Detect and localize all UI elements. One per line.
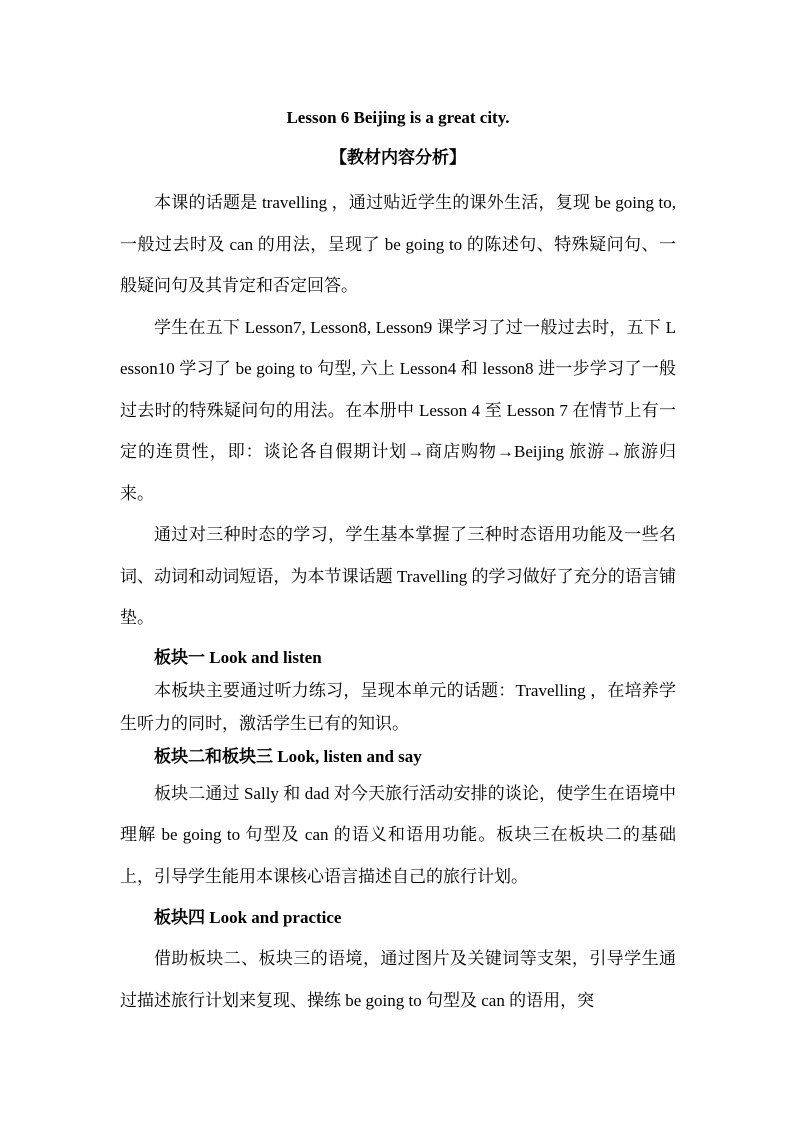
- paragraph-prior-learning: 学生在五下 Lesson7, Lesson8, Lesson9 课学习了过一般过去时，五下 Lesson10 学习了 be going to 句型, 六上 Lesson4 和 lesson8 进一步学习了一般过去时的特殊疑问句的用法。在本册中 Lesson 4 至 Lesson 7 在情节上有一定的连贯性，即：谈论各自假期计划→商店购物→Beijing 旅游→旅游归来。: [120, 317, 676, 503]
- paragraph-language-foundation: 通过对三种时态的学习，学生基本掌握了三种时态语用功能及一些名词、动词和动词短语，为本节课话题 Travelling 的学习做好了充分的语言铺垫。: [120, 525, 676, 627]
- section-heading-textbook-analysis: 【教材内容分析】: [330, 148, 466, 167]
- lesson-title: Lesson 6 Beijing is a great city.: [286, 108, 510, 127]
- block-heading-look-listen-say: 板块二和板块三 Look, listen and say: [154, 746, 422, 766]
- block-heading-look-and-practice: 板块四 Look and practice: [154, 908, 342, 927]
- block-text-look-and-listen: 本板块主要通过听力练习，呈现本单元的话题：Travelling ，在培养学生听力的同时，激活学生已有的知识。: [120, 680, 676, 733]
- block-text-look-and-practice: 借助板块二、板块三的语境，通过图片及关键词等支架，引导学生通过描述旅行计划来复现、操练 be going to 句型及 can 的语用，突: [120, 949, 676, 1010]
- document-body: [120, 98, 676, 1021]
- block-heading-look-and-listen: 板块一 Look and listen: [154, 647, 322, 667]
- block-text-look-listen-say: 板块二通过 Sally 和 dad 对今天旅行活动安排的谈论，使学生在语境中理解 be going to 句型及 can 的语义和语用功能。板块三在板块二的基础上，引导学生能用本课核心语言描述自己的旅行计划。: [120, 783, 676, 886]
- paragraph-topic: 本课的话题是 travelling ，通过贴近学生的课外生活，复现 be going to, 一般过去时及 can 的用法，呈现了 be going to 的陈述句、特殊疑问句、一般疑问句及其肯定和否定回答。: [120, 193, 676, 295]
